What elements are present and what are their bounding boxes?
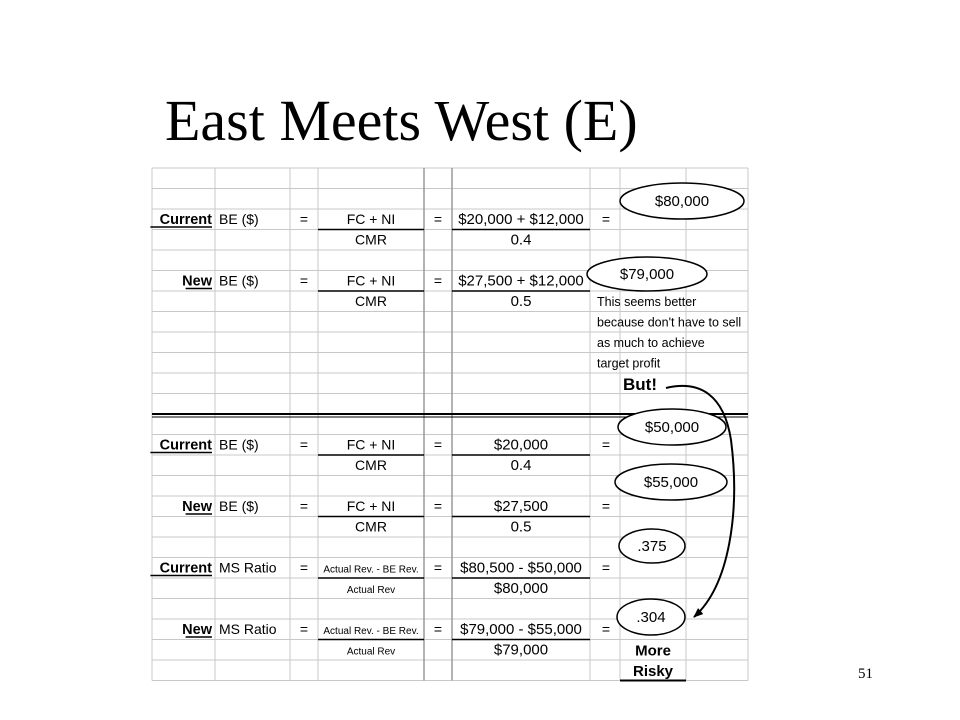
row-label: New xyxy=(182,273,212,290)
equals-sign: = xyxy=(601,436,611,453)
conclusion-text: More xyxy=(635,642,671,660)
equals-sign: = xyxy=(299,621,309,637)
conclusion-text: Risky xyxy=(632,663,674,680)
value-denominator: 0.5 xyxy=(510,293,532,310)
page-number: 51 xyxy=(858,666,873,682)
equals-sign: = xyxy=(299,211,309,227)
value-numerator: $80,500 - $50,000 xyxy=(460,559,582,577)
equals-sign: = xyxy=(433,211,443,227)
note-line: because don't have to sell xyxy=(597,315,742,330)
sheet-annotations xyxy=(587,183,744,635)
equals-sign: = xyxy=(433,272,443,289)
value-denominator: 0.4 xyxy=(510,457,532,474)
row-label: Current xyxy=(159,560,212,577)
metric-label: BE ($) xyxy=(219,436,259,453)
result-value: .375 xyxy=(637,538,667,555)
row-label: Current xyxy=(159,437,212,454)
value-numerator: $79,000 - $55,000 xyxy=(460,621,582,638)
result-value: $79,000 xyxy=(619,266,675,283)
slide-title: East Meets West (E) xyxy=(165,88,638,153)
value-denominator: $79,000 xyxy=(493,641,549,659)
formula-denominator: CMR xyxy=(355,231,387,248)
equals-sign: = xyxy=(299,498,309,514)
metric-label: BE ($) xyxy=(219,211,259,227)
formula-denominator: CMR xyxy=(355,293,387,309)
note-line: target profit xyxy=(597,356,661,371)
equals-sign: = xyxy=(433,621,443,637)
formula-numerator: FC + NI xyxy=(346,436,396,453)
value-numerator: $27,500 xyxy=(493,498,549,515)
result-value: $55,000 xyxy=(643,474,699,491)
value-numerator: $27,500 + $12,000 xyxy=(458,272,584,290)
formula-denominator: Actual Rev xyxy=(346,646,396,658)
equals-sign: = xyxy=(433,559,443,576)
equals-sign: = xyxy=(299,272,309,289)
equals-sign: = xyxy=(601,559,611,576)
equals-sign: = xyxy=(433,498,443,514)
formula-denominator: CMR xyxy=(355,518,387,535)
metric-label: BE ($) xyxy=(219,272,259,289)
value-denominator: 0.5 xyxy=(510,518,532,536)
row-label: New xyxy=(182,499,212,515)
value-denominator: $80,000 xyxy=(493,580,549,597)
result-value: .304 xyxy=(636,609,666,626)
value-numerator: $20,000 xyxy=(493,436,549,454)
formula-numerator: FC + NI xyxy=(346,272,396,289)
but-label: But! xyxy=(623,375,657,394)
equals-sign: = xyxy=(601,498,611,514)
note-line: as much to achieve xyxy=(597,336,705,350)
equals-sign: = xyxy=(299,436,309,453)
metric-label: MS Ratio xyxy=(219,621,277,637)
metric-label: MS Ratio xyxy=(219,559,277,576)
row-label: New xyxy=(182,622,212,638)
equals-sign: = xyxy=(299,559,309,576)
formula-denominator: Actual Rev xyxy=(346,585,396,596)
formula-numerator: FC + NI xyxy=(346,211,396,227)
formula-numerator: Actual Rev. - BE Rev. xyxy=(323,564,419,576)
equals-sign: = xyxy=(601,621,611,637)
value-denominator: 0.4 xyxy=(510,231,532,249)
value-numerator: $20,000 + $12,000 xyxy=(458,211,584,228)
equals-sign: = xyxy=(433,436,443,453)
equals-sign: = xyxy=(601,211,611,227)
note-line: This seems better xyxy=(597,295,697,309)
metric-label: BE ($) xyxy=(219,498,259,514)
formula-numerator: FC + NI xyxy=(346,498,396,514)
formula-numerator: Actual Rev. - BE Rev. xyxy=(323,626,419,637)
formula-denominator: CMR xyxy=(355,457,387,473)
result-value: $50,000 xyxy=(644,419,700,436)
result-value: $80,000 xyxy=(654,193,710,210)
row-label: Current xyxy=(159,212,212,228)
